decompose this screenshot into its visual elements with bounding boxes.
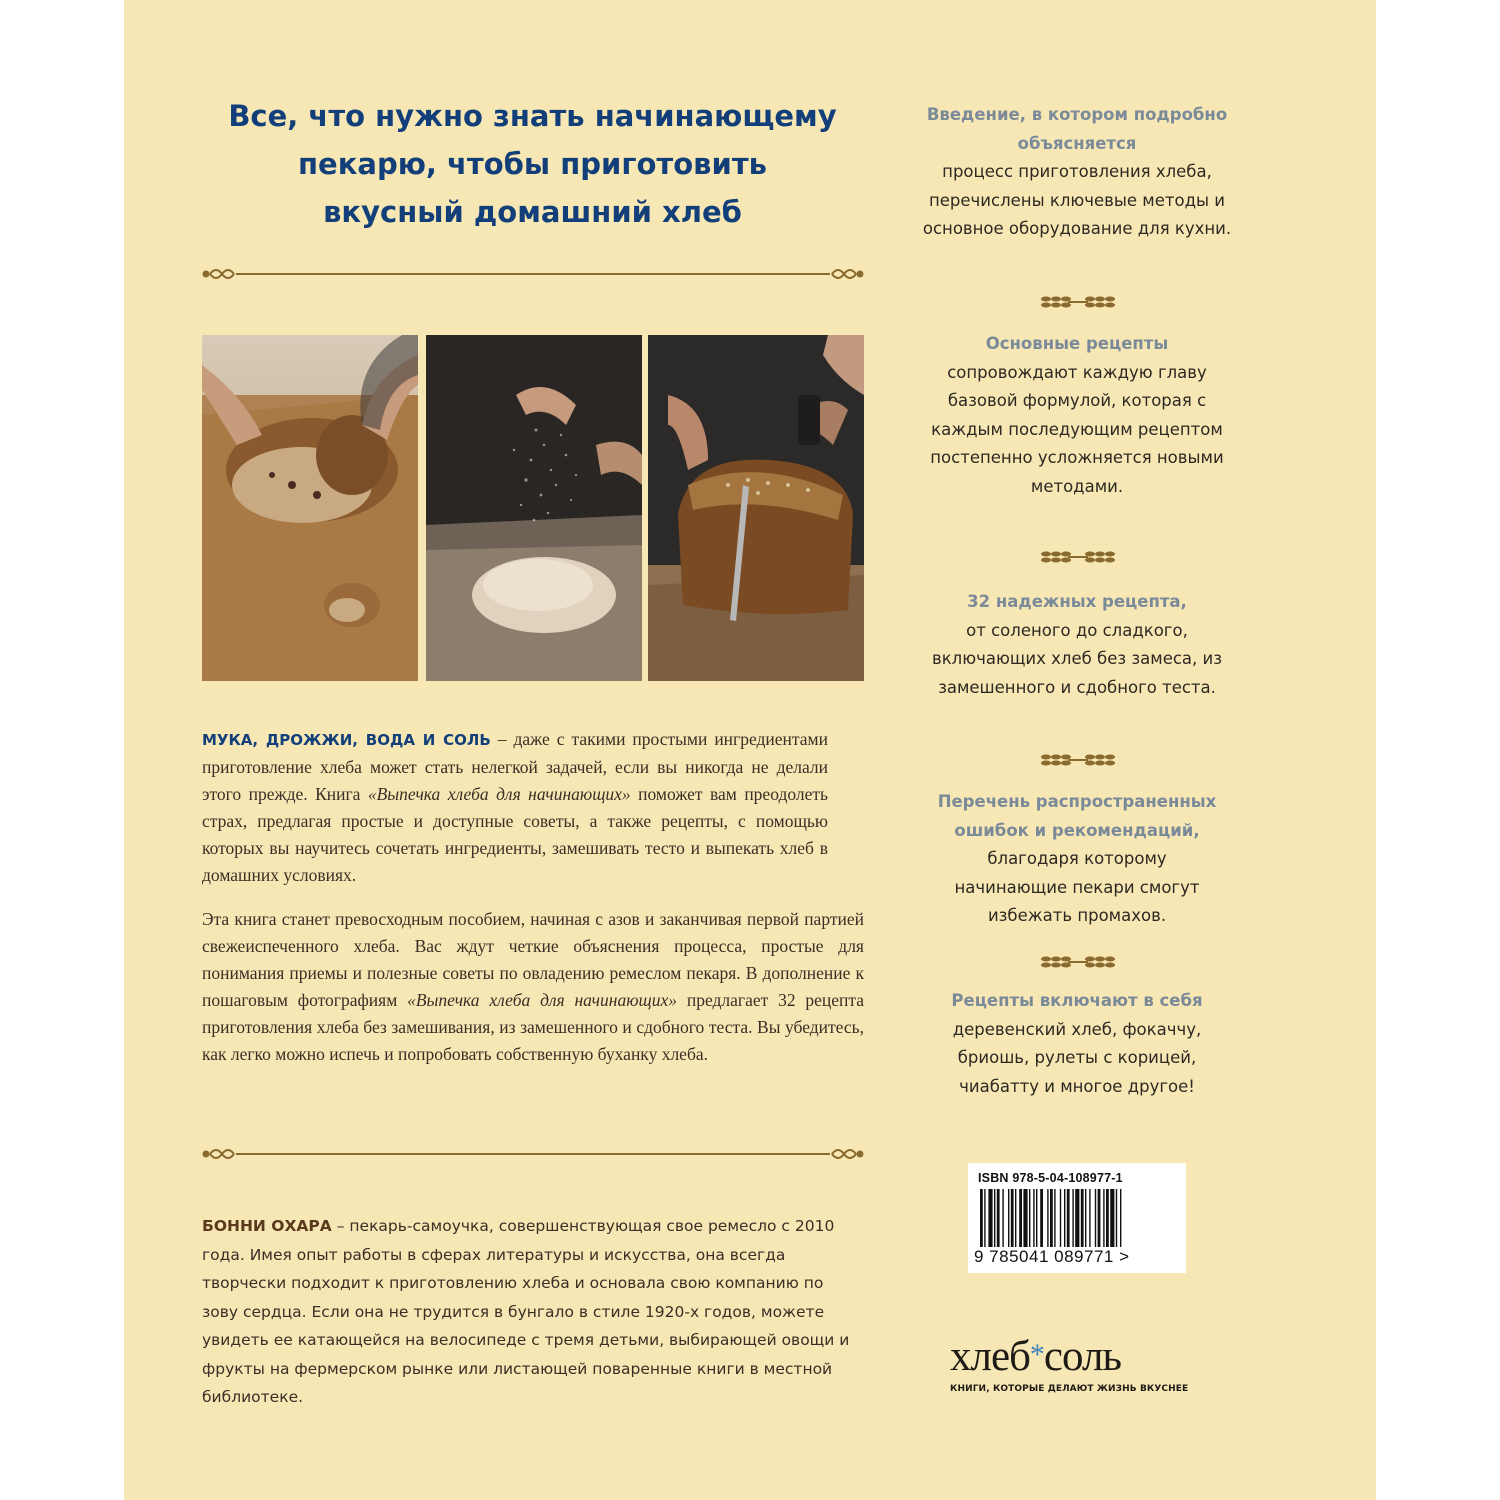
description-p1-text-b: поможет вам преодолеть страх, предлагая простые и доступные советы, а также рецепты, с помощью которых вы научитесь сочетать ингредиенты, замешивать тесто и выпекать хлеб в домашних условиях. — [202, 784, 828, 885]
description-lead: МУКА, ДРОЖЖИ, ВОДА И СОЛЬ — [202, 731, 491, 749]
publisher-star-icon: * — [1029, 1338, 1044, 1371]
book-title-reference-1: «Выпечка хлеба для начинающих» — [367, 784, 631, 804]
wheat-sprig-icon — [1038, 954, 1118, 970]
sidebar-text: от соленого до сладкого, включающих хлеб без замеса, из замешенного и сдобного теста. — [931, 620, 1223, 697]
sidebar-block-introduction — [912, 101, 1242, 244]
ornament-divider-top — [202, 264, 864, 284]
sidebar-block-32-recipes — [912, 588, 1242, 702]
author-name: БОННИ ОХАРА — [202, 1217, 332, 1235]
wheat-sprig-icon — [1038, 752, 1118, 768]
isbn-label: ISBN 978-5-04-108977-1 — [978, 1171, 1123, 1185]
description-paragraph-2 — [202, 906, 864, 1068]
sidebar-block-basic-recipes — [912, 330, 1242, 501]
wheat-sprig-icon — [1038, 549, 1118, 565]
publisher-logo — [950, 1332, 1210, 1394]
publisher-tagline: КНИГИ, КОТОРЫЕ ДЕЛАЮТ ЖИЗНЬ ВКУСНЕЕ — [950, 1384, 1189, 1394]
description-p2-text-a: Эта книга станет превосходным пособием, начиная с азов и заканчивая первой партией свежеиспеченного хлеба. Вас ждут четкие объяснения процесса, простые для понимания приемы и полезные советы по овладению ремеслом пекаря. В дополнение к пошаговым фотографиям — [202, 909, 864, 1010]
sidebar-text: благодаря которому начинающие пекари смогут избежать промахов. — [954, 849, 1200, 925]
title-line-3: вкусный домашний хлеб — [323, 195, 742, 229]
author-bio-text: – пекарь-самоучка, совершенствующая свое ремесло с 2010 года. Имея опыт работы в сферах литературы и искусства, она всегда творчески подходит к приготовлению хлеба и основала свою компанию по зову сердца. Если она не трудится в бунгало в стиле 1920-х годов, можете увидеть ее катающейся на велосипеде с тремя детьми, выбирающей овощи и фрукты на фермерском рынке или листающей поваренные книги в местной библиотеке. — [202, 1217, 850, 1406]
photo-torn-bread — [202, 335, 418, 681]
sidebar-highlight: Перечень распространенных ошибок и рекомендаций, — [937, 792, 1217, 840]
sidebar-block-recipes-include — [912, 987, 1242, 1101]
photo-slicing-loaf — [648, 335, 864, 681]
photo-dusting-flour — [426, 335, 642, 681]
sidebar-block-mistakes — [912, 788, 1242, 931]
description-p1-text-a: – даже с такими простыми ингредиентами приготовление хлеба может стать нелегкой задачей, если вы никогда не делали этого прежде. Книга — [202, 729, 828, 804]
isbn-barcode — [968, 1163, 1186, 1273]
cover-title — [200, 92, 865, 236]
sidebar-text: процесс приготовления хлеба, перечислены ключевые методы и основное оборудование для кухни. — [922, 162, 1232, 238]
book-title-reference-2: «Выпечка хлеба для начинающих» — [407, 990, 678, 1010]
barcode-bars — [980, 1189, 1170, 1247]
wheat-sprig-icon — [1038, 294, 1118, 310]
description-paragraph-1 — [202, 726, 828, 889]
description-p2-text-b: предлагает 32 рецепта приготовления хлеба без замешивания, из замешенного и сдобного теста. Вы убедитесь, как легко можно испечь и попробовать собственную буханку хлеба. — [202, 990, 865, 1064]
isbn-digits: 9 785041 089771 > — [974, 1247, 1130, 1266]
title-line-1: Все, что нужно знать начинающему — [228, 99, 837, 133]
sidebar-highlight: Введение, в котором подробно объясняется — [926, 105, 1228, 153]
sidebar-text: сопровождают каждую главу базовой формулой, которая с каждым последующим рецептом постепенно усложняется новыми методами. — [930, 362, 1224, 496]
title-line-2: пекарю, чтобы приготовить — [298, 147, 767, 181]
publisher-name-left: хлеб — [950, 1333, 1030, 1380]
publisher-name-right: соль — [1043, 1333, 1122, 1380]
sidebar-highlight: 32 надежных рецепта, — [967, 592, 1187, 611]
publisher-name — [950, 1332, 1210, 1380]
sidebar-text: деревенский хлеб, фокаччу, бриошь, рулеты с корицей, чиабатту и многое другое! — [952, 1019, 1202, 1096]
author-bio — [202, 1212, 862, 1412]
ornament-divider-middle — [202, 1144, 864, 1164]
sidebar-highlight: Рецепты включают в себя — [951, 991, 1203, 1010]
sidebar-highlight: Основные рецепты — [985, 334, 1169, 353]
